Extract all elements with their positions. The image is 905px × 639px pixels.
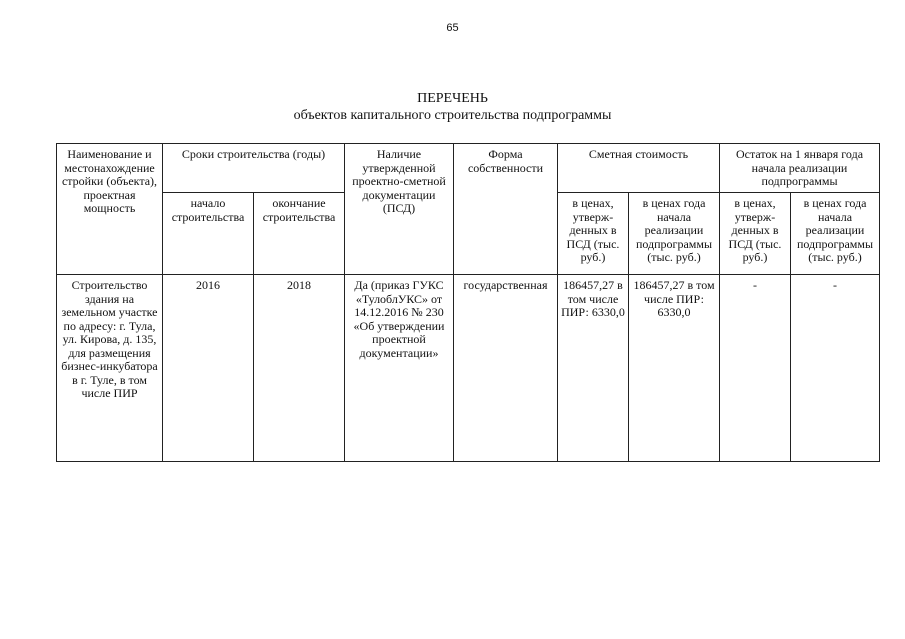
title-heading: ПЕРЕЧЕНЬ xyxy=(417,91,488,106)
header-end: окончание строительства xyxy=(254,193,345,275)
cell-remainder-psd: - xyxy=(720,275,791,462)
cell-end: 2018 xyxy=(254,275,345,462)
header-ownership: Форма собственности xyxy=(454,144,558,275)
header-estimate-start: в ценах года начала реализации подпрограммы (тыс. руб.) xyxy=(629,193,720,275)
cell-estimate-start: 186457,27 в том числе ПИР: 6330,0 xyxy=(629,275,720,462)
header-construction-terms: Сроки строительства (годы) xyxy=(163,144,345,193)
title-subheading: объектов капитального строительства подпрограммы xyxy=(293,108,612,123)
table-row xyxy=(57,275,880,462)
header-estimate-psd: в ценах, утверж-денных в ПСД (тыс. руб.) xyxy=(558,193,629,275)
header-psd: Наличие утвержденной проектно-сметной документации (ПСД) xyxy=(345,144,454,275)
cell-remainder-start: - xyxy=(791,275,880,462)
document-title xyxy=(0,90,905,124)
cell-start: 2016 xyxy=(163,275,254,462)
page-number: 65 xyxy=(446,22,459,34)
header-remainder: Остаток на 1 января года начала реализации подпрограммы xyxy=(720,144,880,193)
cell-estimate-psd: 186457,27 в том числе ПИР: 6330,0 xyxy=(558,275,629,462)
header-estimate-cost: Сметная стоимость xyxy=(558,144,720,193)
cell-ownership: государственная xyxy=(454,275,558,462)
header-remainder-psd: в ценах, утверж-денных в ПСД (тыс. руб.) xyxy=(720,193,791,275)
cell-name: Строительство здания на земельном участке по адресу: г. Тула, ул. Кирова, д. 135, для размещения бизнес-инкубатора в г. Туле, в том числе ПИР xyxy=(57,275,163,462)
header-name: Наименование и местонахождение стройки (объекта), проектная мощность xyxy=(57,144,163,275)
capital-construction-table xyxy=(56,143,880,462)
header-remainder-start: в ценах года начала реализации подпрограммы (тыс. руб.) xyxy=(791,193,880,275)
cell-psd: Да (приказ ГУКС «ТулоблУКС» от 14.12.2016 № 230 «Об утверждении проектной документации» xyxy=(345,275,454,462)
header-start: начало строительства xyxy=(163,193,254,275)
header-row-1 xyxy=(57,144,880,193)
